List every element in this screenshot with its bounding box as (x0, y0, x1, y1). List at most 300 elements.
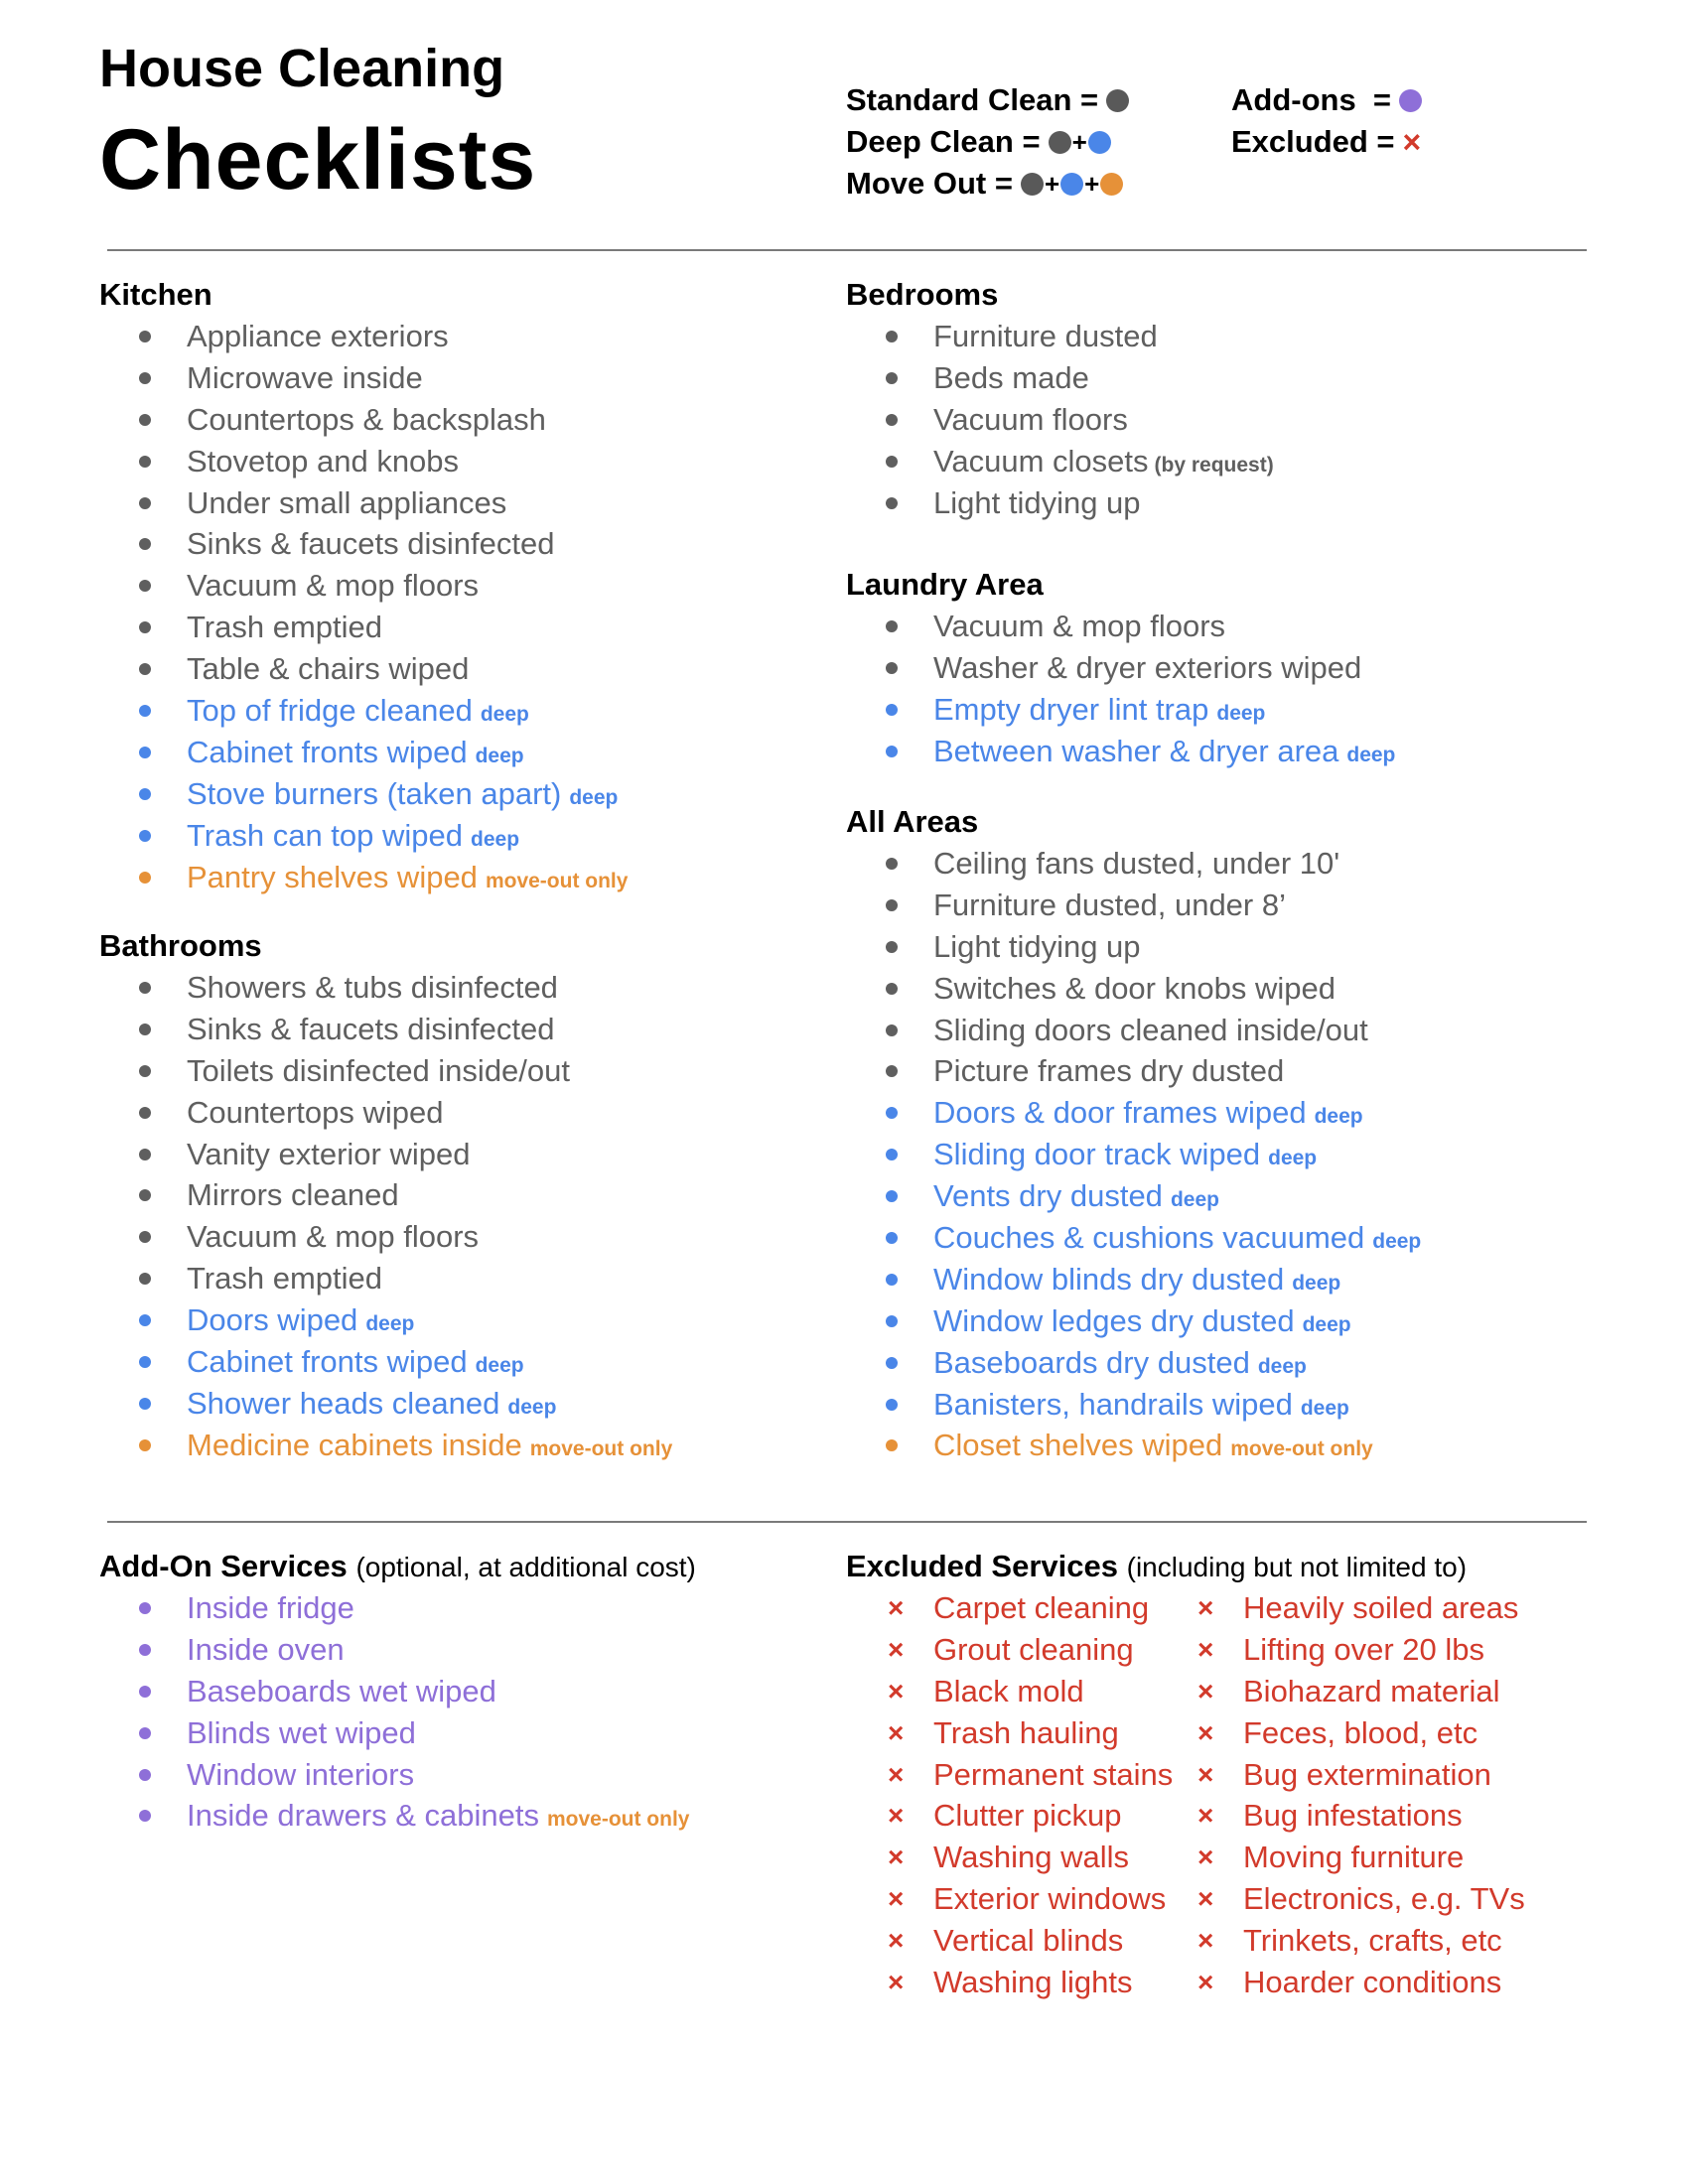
bullet-icon (139, 414, 151, 426)
bullet-icon (886, 746, 898, 757)
list-item (846, 1384, 1421, 1426)
x-icon: × (1197, 1925, 1214, 1957)
bullet-icon (139, 872, 151, 884)
item-label: Countertops & backsplash (187, 401, 546, 437)
bullet-icon (139, 372, 151, 384)
list-item (99, 690, 628, 732)
x-icon: × (1197, 1633, 1214, 1665)
bullet-icon (139, 1398, 151, 1410)
standard-dot-icon (1049, 131, 1071, 154)
item-label: Trash can top wiped (187, 817, 464, 853)
item-label: Vacuum & mop floors (933, 609, 1226, 643)
x-icon: × (1197, 1675, 1214, 1706)
item-label: Microwave inside (187, 359, 423, 395)
bullet-icon (886, 1107, 898, 1119)
bullet-icon (886, 497, 898, 509)
list-item (1156, 1878, 1525, 1920)
legend-left (846, 79, 1129, 205)
item-label: Electronics, e.g. TVs (1243, 1881, 1525, 1917)
x-icon: × (888, 1758, 905, 1790)
divider-top (107, 249, 1587, 251)
list-item (99, 607, 628, 648)
item-label: Heavily soiled areas (1243, 1590, 1519, 1625)
bullet-icon (139, 1189, 151, 1201)
item-label: Exterior windows (933, 1881, 1167, 1917)
section-addons (99, 1546, 696, 1837)
item-label: Bug extermination (1243, 1756, 1491, 1792)
list-item (1156, 1587, 1525, 1629)
bullet-icon (139, 580, 151, 592)
deep-tag: deep (1216, 701, 1266, 725)
list-item (846, 1010, 1421, 1051)
item-label: Window blinds dry dusted (933, 1261, 1285, 1297)
item-label: Toilets disinfected inside/out (187, 1052, 571, 1088)
bullet-icon (139, 331, 151, 342)
list-item (846, 1754, 1173, 1796)
item-label: Blinds wet wiped (187, 1714, 416, 1750)
list-item (846, 316, 1274, 357)
bullet-icon (886, 456, 898, 468)
list-item (846, 1217, 1421, 1259)
item-label: Carpet cleaning (933, 1590, 1150, 1625)
item-label: Countertops wiped (187, 1094, 444, 1130)
list-item (1156, 1629, 1525, 1671)
list-item (99, 1216, 672, 1258)
list-item (99, 1174, 672, 1216)
item-label: Stovetop and knobs (187, 443, 460, 478)
item-label: Washer & dryer exteriors wiped (933, 649, 1362, 685)
list-item (846, 968, 1421, 1010)
list-item (846, 1837, 1173, 1878)
item-label: Furniture dusted (933, 319, 1158, 353)
item-label: Stove burners (taken apart) (187, 775, 562, 811)
item-label: Trash emptied (187, 610, 382, 645)
list-item (846, 606, 1395, 647)
item-label: Permanent stains (933, 1756, 1174, 1792)
bullet-icon (886, 372, 898, 384)
bullet-icon (886, 1024, 898, 1036)
legend-standard-label: Standard Clean = (846, 82, 1099, 117)
section-title (846, 1546, 1467, 1587)
item-label: Vacuum closets (933, 443, 1149, 478)
deep-tag: deep (569, 785, 619, 809)
item-label: Moving furniture (1243, 1840, 1465, 1875)
list-item (846, 399, 1274, 441)
list-item (99, 1754, 696, 1796)
list-item (846, 1175, 1421, 1217)
list-item (99, 357, 628, 399)
legend-moveout (846, 163, 1129, 205)
item-label: Vacuum & mop floors (187, 1219, 480, 1255)
list-item (1156, 1671, 1525, 1712)
bullet-icon (139, 538, 151, 550)
x-icon: × (888, 1842, 905, 1873)
list-item (99, 648, 628, 690)
legend-excluded (1231, 121, 1422, 163)
legend-plus: + (1044, 169, 1060, 199)
list-item (846, 1671, 1173, 1712)
deep-tag: deep (1257, 1354, 1307, 1378)
item-label: Appliance exteriors (187, 319, 449, 353)
moveout-tag: move-out only (485, 869, 629, 892)
item-label: Pantry shelves wiped (187, 859, 478, 894)
bullet-icon (139, 830, 151, 842)
item-label: Vertical blinds (933, 1923, 1124, 1959)
bullet-icon (139, 1602, 151, 1614)
bullet-icon (886, 1315, 898, 1327)
bullet-icon (139, 1273, 151, 1285)
bullet-icon (886, 899, 898, 911)
list-item (99, 399, 628, 441)
item-label: Empty dryer lint trap (933, 691, 1209, 727)
addons-note: (optional, at additional cost) (355, 1552, 696, 1582)
list-item (846, 1425, 1421, 1466)
list-item (99, 1258, 672, 1299)
deep-tag: deep (1300, 1396, 1349, 1420)
item-label: Furniture dusted, under 8’ (933, 887, 1286, 922)
list-item (1156, 1837, 1525, 1878)
list-item (846, 441, 1274, 482)
x-icon: × (888, 1716, 905, 1748)
x-icon: × (1197, 1800, 1214, 1832)
item-label: Biohazard material (1243, 1673, 1500, 1708)
deep-tag: deep (480, 703, 529, 727)
bullet-icon (139, 788, 151, 800)
item-label: Top of fridge cleaned (187, 693, 473, 729)
list-item (846, 731, 1395, 772)
bullet-icon (139, 1356, 151, 1368)
list-item (846, 1342, 1421, 1384)
section-title (99, 1546, 696, 1587)
item-label: Picture frames dry dusted (933, 1053, 1285, 1089)
list-item (99, 1712, 696, 1754)
bullet-icon (886, 1232, 898, 1244)
kitchen-list (99, 316, 628, 897)
x-icon: × (1197, 1716, 1214, 1748)
list-item (846, 926, 1421, 968)
item-label: Closet shelves wiped (933, 1428, 1223, 1463)
list-item (1156, 1962, 1525, 2003)
bullet-icon (139, 1727, 151, 1739)
item-label: Cabinet fronts wiped (187, 734, 468, 769)
deep-tag: deep (471, 827, 520, 851)
bullet-icon (139, 1024, 151, 1035)
list-item (846, 357, 1274, 399)
section-laundry (846, 564, 1395, 772)
x-icon: × (888, 1925, 905, 1957)
excluded-column-1 (846, 1587, 1173, 2003)
addons-list (99, 1587, 696, 1837)
moveout-dot-icon (1100, 173, 1123, 196)
item-label: Table & chairs wiped (187, 651, 470, 687)
deep-tag: deep (1346, 743, 1396, 766)
list-item (99, 523, 628, 565)
item-label: Window interiors (187, 1756, 415, 1792)
list-item (846, 1795, 1173, 1837)
item-label: Doors & door frames wiped (933, 1095, 1307, 1131)
item-label: Vacuum floors (933, 401, 1128, 437)
bullet-icon (139, 663, 151, 675)
item-label: Showers & tubs disinfected (187, 970, 558, 1005)
item-label: Switches & door knobs wiped (933, 970, 1336, 1006)
bullet-icon (886, 941, 898, 953)
legend-standard (846, 79, 1129, 121)
bullet-icon (139, 1439, 151, 1451)
item-label: Couches & cushions vacuumed (933, 1220, 1365, 1256)
bullet-icon (139, 1231, 151, 1243)
item-label: Shower heads cleaned (187, 1385, 500, 1421)
item-label: Light tidying up (933, 484, 1141, 520)
item-label: Feces, blood, etc (1243, 1714, 1478, 1750)
bullet-icon (886, 1357, 898, 1369)
item-label: Under small appliances (187, 484, 507, 520)
list-item (846, 1259, 1421, 1300)
deep-tag: deep (1292, 1271, 1341, 1295)
bullet-icon (139, 1810, 151, 1822)
list-item (846, 843, 1421, 885)
bullet-icon (886, 620, 898, 632)
item-label: Trash hauling (933, 1714, 1119, 1750)
section-title: Kitchen (99, 277, 212, 312)
deep-dot-icon (1088, 131, 1111, 154)
moveout-tag: move-out only (546, 1808, 690, 1832)
item-label: Ceiling fans dusted, under 10' (933, 846, 1340, 881)
bullet-icon (886, 1439, 898, 1451)
bullet-icon (886, 662, 898, 674)
item-label: Inside oven (187, 1631, 345, 1667)
allareas-list (846, 843, 1421, 1466)
list-item (1156, 1920, 1525, 1962)
item-label: Washing walls (933, 1840, 1129, 1875)
list-item (1156, 1712, 1525, 1754)
legend-deep-label: Deep Clean = (846, 124, 1041, 159)
item-label: Trinkets, crafts, etc (1243, 1923, 1502, 1959)
list-item (1156, 1795, 1525, 1837)
bullet-icon (139, 1314, 151, 1326)
list-item (99, 1299, 672, 1341)
list-item (99, 1587, 696, 1629)
list-item (846, 1300, 1421, 1342)
bullet-icon (886, 983, 898, 995)
item-label: Sinks & faucets disinfected (187, 1011, 555, 1046)
standard-dot-icon (1106, 89, 1129, 112)
bullet-icon (886, 1190, 898, 1202)
bullet-icon (139, 456, 151, 468)
list-item (99, 1134, 672, 1175)
legend-addons (1231, 79, 1422, 121)
addons-title: Add-On Services (99, 1549, 348, 1583)
list-item (99, 441, 628, 482)
list-item (99, 1671, 696, 1712)
item-label: Inside drawers & cabinets (187, 1798, 539, 1834)
bedrooms-list (846, 316, 1274, 523)
bullet-icon (139, 497, 151, 509)
x-icon: × (888, 1633, 905, 1665)
section-title: Laundry Area (846, 567, 1044, 602)
excluded-note: (including but not limited to) (1126, 1552, 1468, 1582)
standard-dot-icon (1021, 173, 1044, 196)
list-item (99, 732, 628, 773)
x-icon: × (888, 1883, 905, 1915)
moveout-tag: move-out only (1230, 1437, 1373, 1461)
section-all-areas (846, 801, 1421, 1466)
bullet-icon (139, 621, 151, 633)
bullet-icon (139, 705, 151, 717)
excluded-x-icon: × (1402, 124, 1422, 160)
section-excluded (846, 1546, 1467, 1587)
deep-tag: deep (365, 1312, 415, 1336)
item-label: Medicine cabinets inside (187, 1427, 522, 1462)
list-item (99, 1425, 672, 1466)
list-item (99, 1341, 672, 1383)
excluded-column-2 (1156, 1587, 1525, 2003)
list-item (846, 1050, 1421, 1092)
bullet-icon (886, 1065, 898, 1077)
item-label: Doors wiped (187, 1302, 358, 1338)
deep-tag: deep (1314, 1105, 1363, 1129)
list-item (846, 1629, 1173, 1671)
list-item (846, 647, 1395, 689)
section-title: All Areas (846, 804, 979, 839)
item-label: Vents dry dusted (933, 1178, 1163, 1214)
deep-tag: deep (475, 1354, 524, 1378)
x-icon: × (888, 1675, 905, 1706)
item-label: Banisters, handrails wiped (933, 1386, 1293, 1422)
list-item (99, 316, 628, 357)
bullet-icon (886, 858, 898, 870)
list-item (99, 967, 672, 1009)
list-item (99, 1009, 672, 1050)
list-item (846, 1712, 1173, 1754)
bullet-icon (139, 1644, 151, 1656)
list-item (99, 565, 628, 607)
legend-right (1231, 79, 1422, 163)
legend-addons-label: Add-ons = (1231, 82, 1392, 117)
x-icon: × (1197, 1758, 1214, 1790)
list-item (846, 1587, 1173, 1629)
item-label: Sinks & faucets disinfected (187, 526, 555, 562)
item-label: Bug infestations (1243, 1798, 1463, 1834)
moveout-tag: move-out only (529, 1436, 673, 1460)
bullet-icon (886, 1274, 898, 1286)
item-label: Between washer & dryer area (933, 733, 1339, 768)
item-label: Hoarder conditions (1243, 1965, 1502, 2000)
bathrooms-list (99, 967, 672, 1466)
section-kitchen (99, 274, 628, 897)
x-icon: × (1197, 1842, 1214, 1873)
bullet-icon (139, 1065, 151, 1077)
deep-dot-icon (1060, 173, 1083, 196)
list-item (99, 1383, 672, 1425)
item-label: Black mold (933, 1673, 1084, 1708)
bullet-icon (886, 704, 898, 716)
item-label: Beds made (933, 359, 1089, 395)
item-label: Mirrors cleaned (187, 1177, 399, 1213)
item-label: Lifting over 20 lbs (1243, 1631, 1484, 1667)
item-label: Inside fridge (187, 1590, 354, 1625)
bullet-icon (139, 1686, 151, 1698)
excluded-title: Excluded Services (846, 1549, 1118, 1583)
list-item (99, 815, 628, 857)
list-item (846, 689, 1395, 731)
list-item (846, 1878, 1173, 1920)
section-title: Bathrooms (99, 928, 262, 963)
section-title: Bedrooms (846, 277, 999, 312)
list-item (99, 1050, 672, 1092)
deep-tag: deep (1268, 1147, 1318, 1170)
item-label: Clutter pickup (933, 1798, 1122, 1834)
x-icon: × (888, 1800, 905, 1832)
bullet-icon (139, 982, 151, 994)
legend-plus: + (1071, 127, 1087, 157)
page-subtitle: House Cleaning (99, 39, 505, 98)
section-bathrooms (99, 925, 672, 1466)
item-label: Window ledges dry dusted (933, 1302, 1295, 1338)
list-item (846, 1920, 1173, 1962)
item-label: Light tidying up (933, 928, 1141, 964)
item-label: Trash emptied (187, 1261, 382, 1297)
bullet-icon (139, 747, 151, 758)
request-tag: (by request) (1154, 453, 1274, 477)
deep-tag: deep (1170, 1188, 1219, 1212)
list-item (1156, 1754, 1525, 1796)
list-item (846, 885, 1421, 926)
x-icon: × (1197, 1967, 1214, 1998)
deep-tag: deep (507, 1395, 557, 1419)
x-icon: × (888, 1967, 905, 1998)
bullet-icon (139, 1149, 151, 1160)
bullet-icon (139, 1769, 151, 1781)
page-title: Checklists (99, 112, 537, 207)
bullet-icon (886, 1399, 898, 1411)
item-label: Washing lights (933, 1965, 1133, 2000)
list-item (846, 1092, 1421, 1134)
legend-excluded-label: Excluded = (1231, 124, 1395, 159)
list-item (846, 482, 1274, 524)
item-label: Sliding doors cleaned inside/out (933, 1012, 1368, 1047)
list-item (846, 1962, 1173, 2003)
item-label: Grout cleaning (933, 1631, 1134, 1667)
list-item (99, 1795, 696, 1837)
legend-moveout-label: Move Out = (846, 166, 1013, 201)
list-item (99, 857, 628, 898)
list-item (99, 773, 628, 815)
bullet-icon (139, 1107, 151, 1119)
x-icon: × (1197, 1883, 1214, 1915)
item-label: Vanity exterior wiped (187, 1136, 471, 1171)
x-icon: × (1197, 1592, 1214, 1623)
list-item (846, 1134, 1421, 1175)
list-item (99, 1629, 696, 1671)
list-item (99, 482, 628, 524)
deep-tag: deep (1302, 1312, 1351, 1336)
item-label: Sliding door track wiped (933, 1137, 1261, 1172)
item-label: Baseboards wet wiped (187, 1673, 496, 1708)
deep-tag: deep (1372, 1230, 1422, 1254)
list-item (99, 1092, 672, 1134)
excluded-list-2 (1156, 1587, 1525, 2003)
item-label: Cabinet fronts wiped (187, 1344, 468, 1380)
section-bedrooms (846, 274, 1274, 523)
item-label: Baseboards dry dusted (933, 1344, 1250, 1380)
bullet-icon (886, 414, 898, 426)
legend-deep (846, 121, 1129, 163)
item-label: Vacuum & mop floors (187, 568, 480, 604)
legend-plus: + (1084, 169, 1100, 199)
excluded-list-1 (846, 1587, 1173, 2003)
bullet-icon (886, 331, 898, 342)
bullet-icon (886, 1149, 898, 1160)
